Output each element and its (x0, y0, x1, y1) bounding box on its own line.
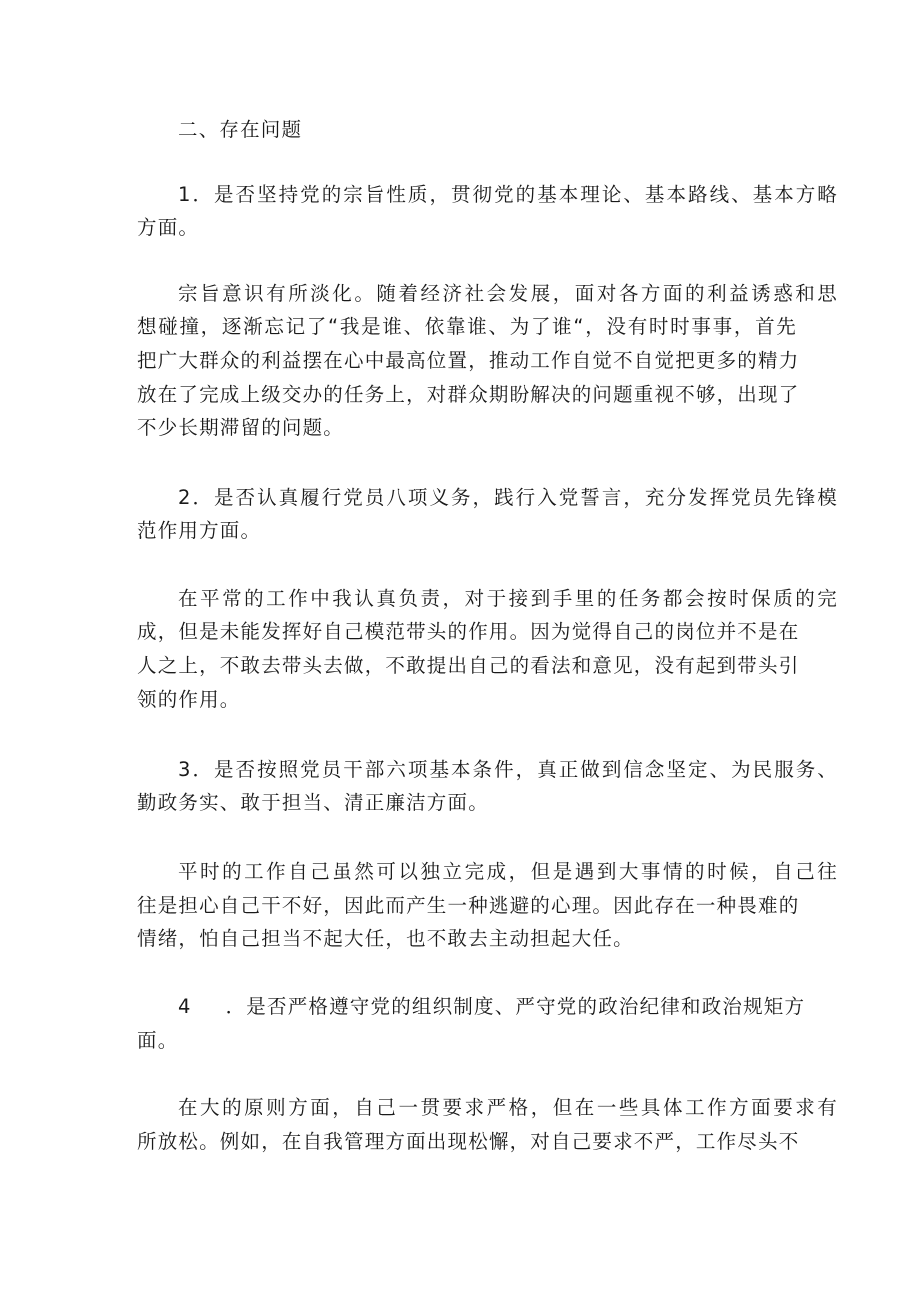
section-4-number: 4 (178, 995, 192, 1018)
section-heading: 二、存在问题 (178, 118, 303, 141)
paragraph-1-line-4: 放在了完成上级交办的任务上，对群众期盼解决的问题重视不够，出现了 (137, 383, 800, 406)
paragraph-2-line-3: 人之上，不敢去带头去做，不敢提出自己的看法和意见，没有起到带头引 (137, 654, 800, 677)
paragraph-2-line-4: 领的作用。 (137, 688, 241, 711)
paragraph-2-line-1: 在平常的工作中我认真负责，对于接到手里的任务都会按时保质的完 (178, 587, 838, 610)
paragraph-3-line-2: 往是担心自己干不好，因此而产生一种逃避的心理。因此存在一种畏难的 (137, 894, 800, 917)
paragraph-1-line-2: 想碰撞，逐渐忘记了“我是谁、依靠谁、为了谁“，没有时时事事，首先 (137, 315, 797, 338)
section-1-title-line-1: 1．是否坚持党的宗旨性质，贯彻党的基本理论、基本路线、基本方略 (178, 183, 838, 206)
section-4-title-text: ．是否严格遵守党的组织制度、严守党的政治纪律和政治规矩方 (225, 995, 806, 1018)
section-4-title-line-1 (178, 995, 838, 1021)
paragraph-1-line-5: 不少长期滞留的问题。 (137, 416, 345, 439)
paragraph-4-line-1: 在大的原则方面，自己一贯要求严格，但在一些具体工作方面要求有 (178, 1096, 838, 1119)
section-3-title-line-1: 3．是否按照党员干部六项基本条件，真正做到信念坚定、为民服务、 (178, 758, 838, 781)
paragraph-3-line-1: 平时的工作自己虽然可以独立完成，但是遇到大事情的时候，自己往 (178, 860, 838, 883)
section-1-title-line-2: 方面。 (137, 216, 200, 239)
section-4-title-line-2: 面。 (137, 1029, 179, 1052)
section-2-title-line-2: 范作用方面。 (137, 519, 262, 542)
paragraph-1-line-1: 宗旨意识有所淡化。随着经济社会发展，面对各方面的利益诱惑和思 (178, 282, 838, 305)
section-2-title-line-1: 2．是否认真履行党员八项义务，践行入党誓言，充分发挥党员先锋模 (178, 486, 838, 509)
paragraph-3-line-3: 情绪，怕自己担当不起大任，也不敢去主动担起大任。 (137, 927, 634, 950)
paragraph-4-line-2: 所放松。例如，在自我管理方面出现松懈，对自己要求不严，工作尽头不 (137, 1130, 800, 1153)
section-3-title-line-2: 勤政务实、敢于担当、清正廉洁方面。 (137, 791, 489, 814)
paragraph-2-line-2: 成，但是未能发挥好自己模范带头的作用。因为觉得自己的岗位并不是在 (137, 620, 800, 643)
paragraph-1-line-3: 把广大群众的利益摆在心中最高位置，推动工作自觉不自觉把更多的精力 (137, 349, 800, 372)
